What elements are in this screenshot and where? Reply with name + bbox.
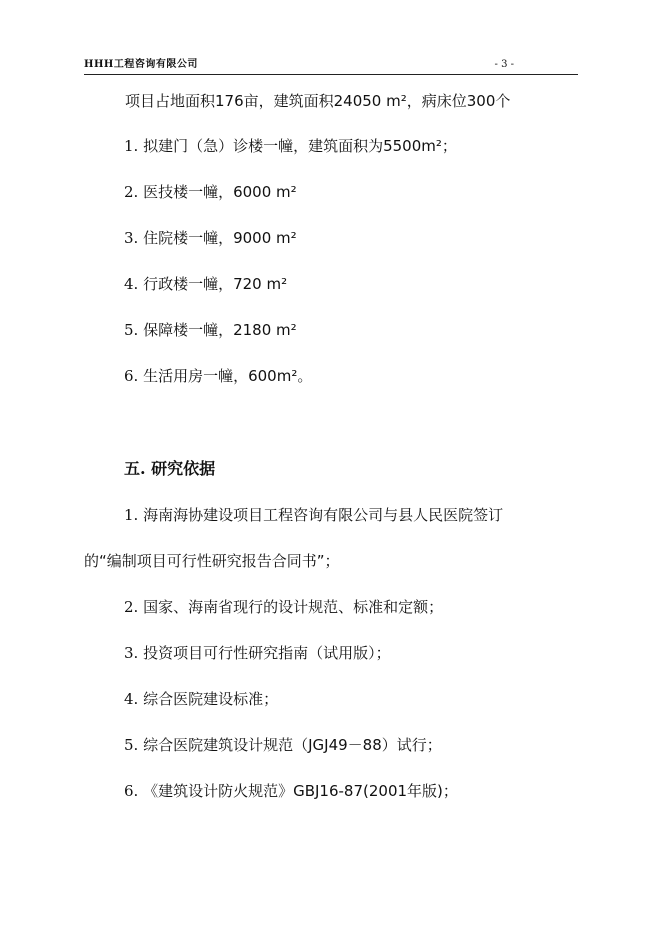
- building-item-text: 住院楼一幢，9000 m²: [143, 229, 297, 247]
- basis-item-1-continued: [84, 551, 340, 571]
- building-item-text: 医技楼一幢，6000 m²: [143, 183, 297, 201]
- basis-item-1: [124, 505, 503, 525]
- basis-item-3: [124, 643, 391, 663]
- building-item-text: 拟建门（急）诊楼一幢，建筑面积为5500m²；: [143, 137, 457, 155]
- section-title: 研究依据: [151, 459, 216, 478]
- building-item-number: 2.: [124, 183, 139, 201]
- basis-item-4: [124, 689, 278, 709]
- building-item-2: [124, 182, 297, 202]
- basis-item-text: 综合医院建筑设计规范（JGJ49－88）试行；: [143, 736, 442, 754]
- building-item-number: 3.: [124, 229, 139, 247]
- building-item-text: 保障楼一幢，2180 m²: [143, 321, 297, 339]
- section-heading: [124, 459, 215, 479]
- basis-item-6: [124, 781, 458, 801]
- building-item-1: [124, 136, 457, 156]
- basis-item-2: [124, 597, 443, 617]
- building-item-text: 行政楼一幢，720 m²: [143, 275, 288, 293]
- building-item-number: 4.: [124, 275, 139, 293]
- basis-item-number: 1.: [124, 506, 139, 524]
- company-name: HHH工程咨询有限公司: [84, 59, 198, 70]
- section-number: 五.: [124, 459, 146, 478]
- basis-item-number: 4.: [124, 690, 139, 708]
- building-item-6: [124, 366, 312, 386]
- page-number: - 3 -: [494, 59, 514, 70]
- project-summary: [125, 91, 510, 111]
- building-item-3: [124, 228, 297, 248]
- basis-item-number: 6.: [124, 782, 139, 800]
- project-summary-text: 项目占地面积176亩，建筑面积24050 m²，病床位300个: [125, 92, 511, 110]
- building-item-number: 1.: [124, 137, 139, 155]
- basis-item-number: 3.: [124, 644, 139, 662]
- basis-item-text: 海南海协建设项目工程咨询有限公司与县人民医院签订: [143, 506, 504, 524]
- building-item-number: 5.: [124, 321, 139, 339]
- building-item-text: 生活用房一幢，600m²。: [143, 367, 313, 385]
- basis-item-text: 国家、海南省现行的设计规范、标准和定额；: [143, 598, 444, 616]
- basis-item-number: 5.: [124, 736, 139, 754]
- page-header: [84, 58, 578, 75]
- basis-item-number: 2.: [124, 598, 139, 616]
- basis-item-text: 投资项目可行性研究指南（试用版）；: [143, 644, 391, 662]
- building-item-5: [124, 320, 297, 340]
- basis-item-text: 《建筑设计防火规范》GBJ16-87(2001年版)；: [143, 782, 458, 800]
- building-item-number: 6.: [124, 367, 139, 385]
- basis-item-text: 的“编制项目可行性研究报告合同书”；: [84, 552, 340, 570]
- building-item-4: [124, 274, 287, 294]
- basis-item-text: 综合医院建设标准；: [143, 690, 279, 708]
- basis-item-5: [124, 735, 442, 755]
